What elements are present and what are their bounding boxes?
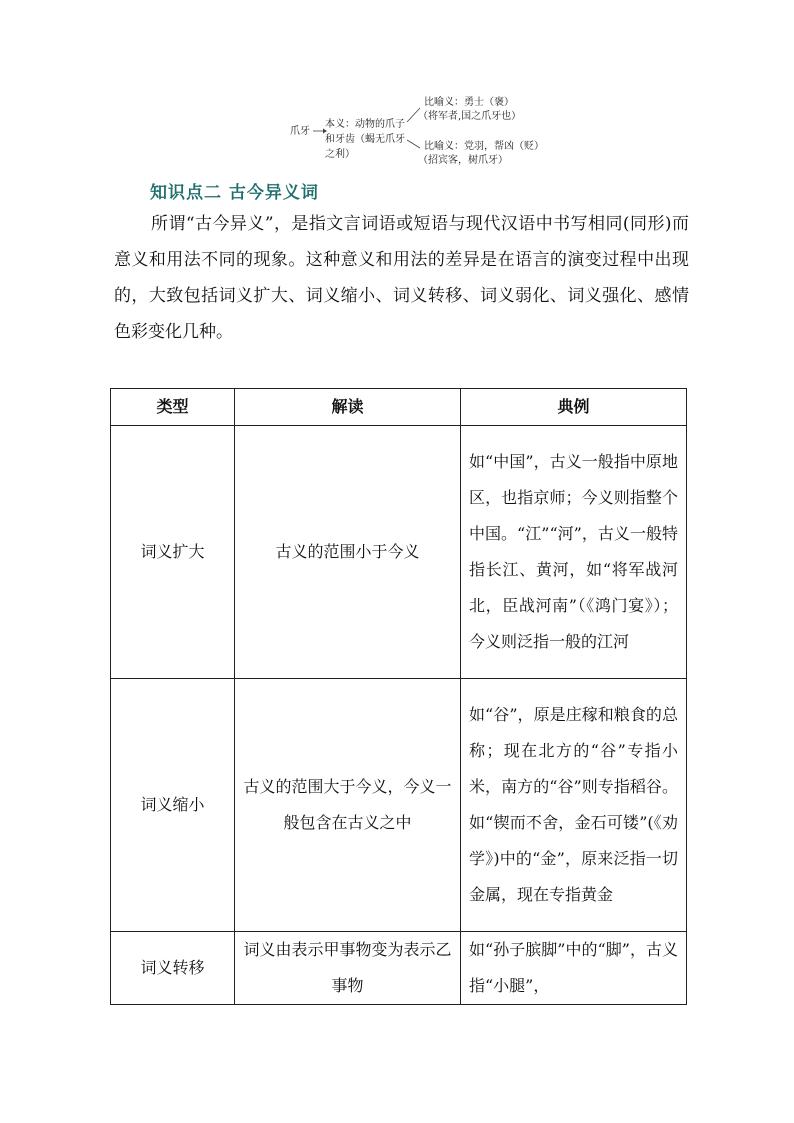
table-row [111,679,687,932]
intro-paragraph: 所谓“古今异义”，是指文言词语或短语与现代汉语中书写相同(同形)而意义和用法不同的现象。这种意义和用法的差异是在语言的演变过程中出现的，大致包括词义扩大、词义缩小、词义转移、词义弱化、词义强化、感情色彩变化几种。 [114,214,689,342]
diagram-branch1-line1: 比喻义：勇士（褒） [424,97,514,108]
row-type: 词义扩大 [111,426,235,679]
table-header-row [111,389,687,426]
word-meaning-diagram [0,0,794,175]
header-type: 类型 [111,389,235,426]
comparison-table [110,388,687,1005]
row-example: 如“中国”，古义一般指中原地区，也指京师；今义则指整个中国。“江”“河”，古义一般特指长江、黄河，如“将军战河北，臣战河南”（《鸿门宴》）；今义则泛指一般的江河 [461,426,687,679]
diagram-branch2-line2: （招宾客，树爪牙） [418,155,508,166]
header-explain: 解读 [235,389,461,426]
diagram-branch2-line1: 比喻义：党羽，帮凶（贬） [424,141,544,152]
diagram-branch1-line2: （将军者,国之爪牙也） [418,111,522,122]
row-example: 如“谷”，原是庄稼和粮食的总称；现在北方的“谷”专指小米，南方的“谷”则专指稻谷。如“锲而不舍，金石可镂”(《劝学》)中的“金”，原来泛指一切金属，现在专指黄金 [461,679,687,932]
row-explain: 古义的范围小于今义 [235,426,461,679]
row-example: 如“孙子膑脚”中的“脚”，古义指“小腿”， [461,932,687,1005]
row-explain: 词义由表示甲事物变为表示乙事物 [235,932,461,1005]
table-row [111,426,687,679]
diagram-origin-line1: 本义：动物的爪子 [325,119,405,130]
row-explain: 古义的范围大于今义，今义一般包含在古义之中 [235,679,461,932]
table-row [111,932,687,1005]
diagram-origin-line2: 和牙齿（蝎无爪牙 [325,134,405,145]
diagram-connectors [0,0,794,175]
row-type: 词义转移 [111,932,235,1005]
section-heading: 知识点二 古今异义词 [150,183,319,203]
diagram-origin-line3: 之利） [325,149,355,160]
header-example: 典例 [461,389,687,426]
row-type: 词义缩小 [111,679,235,932]
diagram-root-label: 爪牙 [290,126,310,137]
